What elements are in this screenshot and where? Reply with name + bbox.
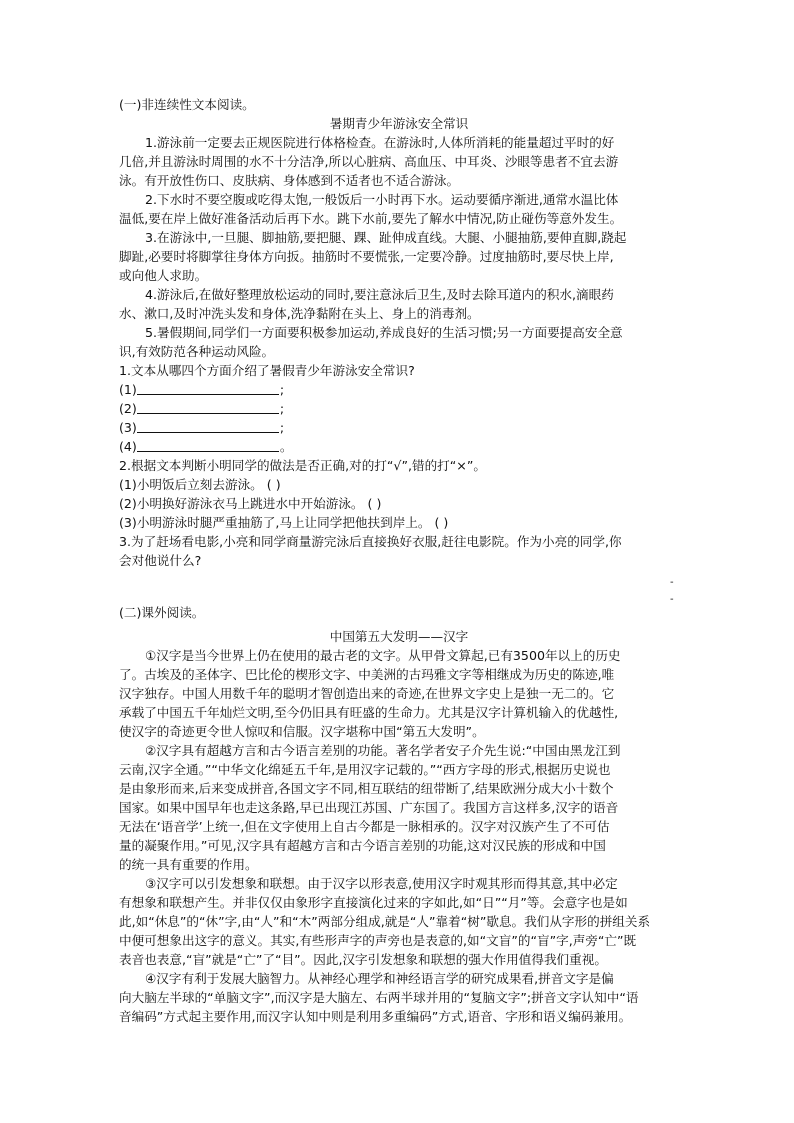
- dash-mark: -: [670, 577, 674, 588]
- paragraph-line: 3.在游泳中,一旦腿、脚抽筋,要把腿、踝、趾伸成直线。大腿、小腿抽筋,要伸直脚,跷起: [145, 230, 627, 245]
- paragraph-line: 承载了中国五千年灿烂文明,至今仍旧具有旺盛的生命力。尤其是汉字计算机输入的优越性,: [119, 705, 619, 720]
- paragraph-line: 1.游泳前一定要去正规医院进行体格检查。在游泳时,人体所消耗的能量超过平时的好: [145, 135, 615, 150]
- section1-heading: (一)非连续性文本阅读。: [119, 97, 255, 112]
- section1-title: 暑期青少年游泳安全常识: [329, 116, 469, 131]
- blank-end: ;: [279, 401, 285, 416]
- paragraph-line: 向大脑左半球的“单脑文字”,而汉字是大脑左、右两半球并用的“复脑文字”;拼音文字认知中“语: [119, 990, 639, 1005]
- question-3-cont: 会对他说什么?: [119, 553, 202, 568]
- blank-end: ;: [279, 382, 285, 397]
- question-2: 2.根据文本判断小明同学的做法是否正确,对的打“√”,错的打“×”。: [119, 458, 486, 473]
- paragraph-line: 无法在‘语音学’上统一,但在文字使用上自古今都是一脉相承的。汉字对汉族产生了不可估: [119, 819, 610, 834]
- paragraph-line: 量的凝聚作用。”可见,汉字具有超越方言和古今语言差别的功能,这对汉民族的形成和中国: [119, 838, 606, 853]
- answer-blank[interactable]: [137, 401, 279, 414]
- paragraph-line: 云南,汉字全通。”“中华文化绵延五千年,是用汉字记载的。”“西方字母的形式,根据历史说也: [119, 762, 611, 777]
- paragraph-line: ④汉字有利于发展大脑智力。从神经心理学和神经语言学的研究成果看,拼音文字是偏: [145, 971, 614, 986]
- judgement-item: (1)小明饭后立刻去游泳。 ( ): [119, 477, 281, 492]
- judgement-item: (3)小明游泳时腿严重抽筋了,马上让同学把他扶到岸上。 ( ): [119, 515, 449, 530]
- section2-heading: (二)课外阅读。: [119, 605, 205, 620]
- paragraph-line: 此,如“休息”的“休”字,由“人”和“木”两部分组成,就是“人”靠着“树”歇息。我们从字形的拼组关系: [119, 914, 651, 929]
- paragraph-line: ③汉字可以引发想象和联想。由于汉字以形表意,使用汉字时观其形而得其意,其中必定: [145, 876, 618, 891]
- paragraph-line: 泳。有开放性伤口、皮肤病、身体感到不适者也不适合游泳。: [119, 173, 460, 188]
- paragraph-line: 2.下水时不要空腹或吃得太饱,一般饭后一小时再下水。运动要循序渐进,通常水温比体: [145, 192, 619, 207]
- answer-blank-row: [119, 399, 679, 418]
- paragraph-line: 5.暑假期间,同学们一方面要积极参加运动,养成良好的生活习惯;另一方面要提高安全意: [145, 325, 623, 340]
- paragraph-line: 的统一具有重要的作用。: [119, 857, 258, 872]
- blank-label: (1): [119, 382, 137, 397]
- blank-end: 。: [279, 439, 293, 454]
- judgement-item: (2)小明换好游泳衣马上跳进水中开始游泳。 ( ): [119, 496, 382, 511]
- answer-blank-row: [119, 418, 679, 437]
- answer-blank[interactable]: [137, 439, 279, 452]
- paragraph-line: 是由象形而来,后来变成拼音,各国文字不同,相互联结的纽带断了,结果欧洲分成大小十数个: [119, 781, 614, 796]
- blank-end: ;: [279, 420, 285, 435]
- paragraph-line: 有想象和联想产生。并非仅仅由象形字直接演化过来的字如此,如“日”“月”等。会意字也是如: [119, 895, 628, 910]
- answer-blank-row: [119, 437, 679, 456]
- paragraph-line: ①汉字是当今世界上仍在使用的最古老的文字。从甲骨文算起,已有3500年以上的历史: [145, 648, 621, 663]
- paragraph-line: 中便可想象出这字的意义。其实,有些形声字的声旁也是表意的,如“文盲”的“盲”字,声旁“亡”既: [119, 933, 637, 948]
- question-3: 3.为了赶场看电影,小亮和同学商量游完泳后直接换好衣服,赶往电影院。作为小亮的同学,你: [119, 534, 622, 549]
- paragraph-line: 表音也表意,“盲”就是“亡”了“目”。因此,汉字引发想象和联想的强大作用值得我们重视。: [119, 952, 607, 967]
- blank-label: (2): [119, 401, 137, 416]
- section2-title: 中国第五大发明——汉字: [329, 629, 469, 644]
- answer-blank[interactable]: [137, 382, 279, 395]
- paragraph-line: 水、漱口,及时冲洗头发和身体,洗净黏附在头上、身上的消毒剂。: [119, 306, 480, 321]
- dash-mark: -: [670, 594, 674, 605]
- paragraph-line: 几倍,并且游泳时周围的水不十分洁净,所以心脏病、高血压、中耳炎、沙眼等患者不宜去游: [119, 154, 619, 169]
- paragraph-line: 国家。如果中国早年也走这条路,早已出现江苏国、广东国了。我国方言这样多,汉字的语音: [119, 800, 619, 815]
- paragraph-line: 了。古埃及的圣体字、巴比伦的楔形文字、中美洲的古玛雅文字等相继成为历史的陈迹,唯: [119, 667, 615, 682]
- answer-blank[interactable]: [137, 420, 279, 433]
- paragraph-line: 识,有效防范各种运动风险。: [119, 344, 275, 359]
- answer-blank-row: [119, 380, 679, 399]
- blank-label: (3): [119, 420, 137, 435]
- paragraph-line: 音编码”方式起主要作用,而汉字认知中则是利用多重编码”方式,语音、字形和语义编码兼用。: [119, 1009, 632, 1024]
- paragraph-line: 汉字独存。中国人用数千年的聪明才智创造出来的奇迹,在世界文字史上是独一无二的。它: [119, 686, 615, 701]
- paragraph-line: 4.游泳后,在做好整理放松运动的同时,要注意泳后卫生,及时去除耳道内的积水,滴眼药: [145, 287, 614, 302]
- paragraph-line: 温低,要在岸上做好准备活动后再下水。跳下水前,要先了解水中情况,防止碰伤等意外发生。: [119, 211, 623, 226]
- blank-label: (4): [119, 439, 137, 454]
- question-1: 1.文本从哪四个方面介绍了暑假青少年游泳安全常识?: [119, 363, 415, 378]
- paragraph-line: 或向他人求助。: [119, 268, 208, 283]
- paragraph-line: 脚趾,必要时将脚掌往身体方向扳。抽筋时不要慌张,一定要冷静。过度抽筋时,要尽快上岸,: [119, 249, 614, 264]
- paragraph-line: 使汉字的奇迹更令世人惊叹和信服。汉字堪称中国“第五大发明”。: [119, 724, 485, 739]
- paragraph-line: ②汉字具有超越方言和古今语言差别的功能。著名学者安子介先生说:“中国由黑龙江到: [145, 743, 621, 758]
